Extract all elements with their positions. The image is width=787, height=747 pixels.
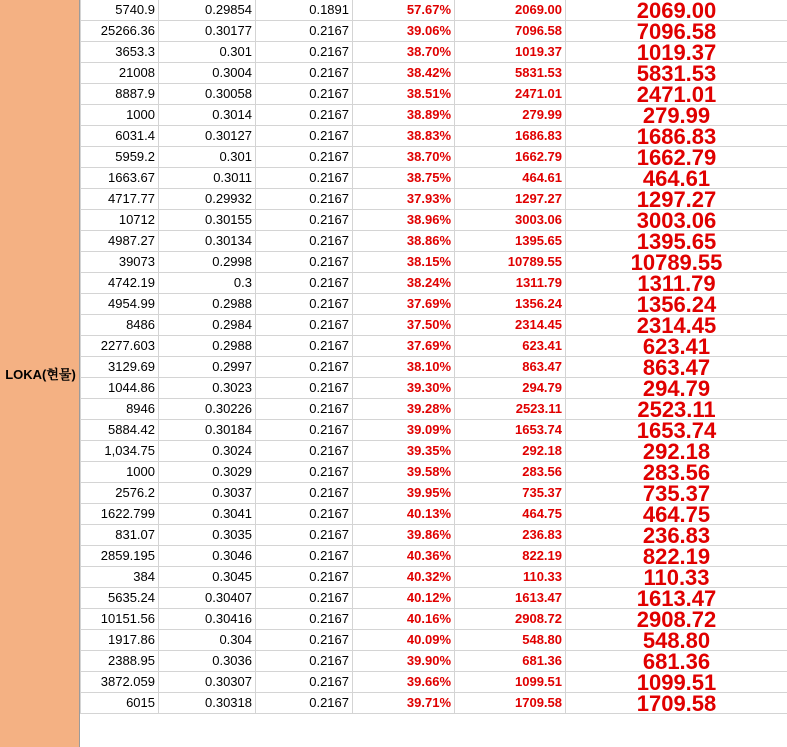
cell-profit[interactable]: 2069.00 xyxy=(455,0,566,21)
cell-quantity[interactable]: 5959.2 xyxy=(81,147,159,168)
cell-return-percent[interactable]: 39.35% xyxy=(353,441,455,462)
cell-profit-large-text: 2523.11 xyxy=(637,398,716,420)
cell-price[interactable]: 0.30318 xyxy=(159,693,256,714)
cell-return-percent[interactable]: 40.09% xyxy=(353,630,455,651)
cell-base-price[interactable]: 0.2167 xyxy=(256,105,353,126)
cell-base-price[interactable]: 0.2167 xyxy=(256,273,353,294)
table-row xyxy=(81,63,787,84)
grid-body xyxy=(81,0,787,714)
cell-profit-large-text: 2069.00 xyxy=(636,0,717,21)
cell-return-percent[interactable]: 40.32% xyxy=(353,567,455,588)
merged-label-text: LOKA(현물) xyxy=(5,367,76,382)
cell-profit[interactable]: 548.80 xyxy=(455,630,566,651)
cell-price[interactable]: 0.3011 xyxy=(159,168,256,189)
table-row xyxy=(81,462,787,483)
cell-profit-large-text: 1686.83 xyxy=(636,125,717,147)
cell-return-percent[interactable]: 39.71% xyxy=(353,693,455,714)
cell-return-percent[interactable]: 39.95% xyxy=(353,483,455,504)
cell-profit-large[interactable] xyxy=(566,420,787,441)
cell-profit-large-text: 1613.47 xyxy=(636,587,717,609)
cell-profit-large-text: 294.79 xyxy=(642,377,711,399)
cell-base-price[interactable]: 0.2167 xyxy=(256,336,353,357)
cell-profit-large[interactable] xyxy=(566,546,787,567)
cell-profit-large-text: 283.56 xyxy=(642,461,711,483)
cell-quantity[interactable]: 384 xyxy=(81,567,159,588)
cell-price[interactable]: 0.29932 xyxy=(159,189,256,210)
cell-profit-large[interactable] xyxy=(566,315,787,336)
cell-profit[interactable]: 1099.51 xyxy=(455,672,566,693)
cell-profit-large[interactable] xyxy=(566,567,787,588)
cell-quantity[interactable]: 8946 xyxy=(81,399,159,420)
cell-base-price[interactable]: 0.2167 xyxy=(256,399,353,420)
cell-base-price[interactable]: 0.2167 xyxy=(256,672,353,693)
cell-quantity[interactable]: 3129.69 xyxy=(81,357,159,378)
cell-base-price[interactable]: 0.2167 xyxy=(256,126,353,147)
cell-profit-large-text: 1297.27 xyxy=(636,188,717,210)
cell-profit-large-text: 1356.24 xyxy=(636,293,717,315)
cell-quantity[interactable]: 6015 xyxy=(81,693,159,714)
table-row xyxy=(81,273,787,294)
cell-quantity[interactable]: 2277.603 xyxy=(81,336,159,357)
table-row xyxy=(81,189,787,210)
cell-return-percent[interactable]: 37.50% xyxy=(353,315,455,336)
cell-profit-large[interactable] xyxy=(566,252,787,273)
cell-return-percent[interactable]: 38.75% xyxy=(353,168,455,189)
table-row xyxy=(81,546,787,567)
cell-price[interactable]: 0.3 xyxy=(159,273,256,294)
cell-quantity[interactable]: 3872.059 xyxy=(81,672,159,693)
cell-return-percent[interactable]: 40.12% xyxy=(353,588,455,609)
cell-profit-large[interactable] xyxy=(566,273,787,294)
table-row xyxy=(81,84,787,105)
cell-return-percent[interactable]: 39.90% xyxy=(353,651,455,672)
cell-profit-large[interactable] xyxy=(566,210,787,231)
cell-quantity[interactable]: 39073 xyxy=(81,252,159,273)
cell-profit[interactable]: 1686.83 xyxy=(455,126,566,147)
table-row xyxy=(81,420,787,441)
cell-quantity[interactable]: 5884.42 xyxy=(81,420,159,441)
cell-profit[interactable]: 1395.65 xyxy=(455,231,566,252)
cell-quantity[interactable]: 1000 xyxy=(81,462,159,483)
cell-profit-large[interactable] xyxy=(566,693,787,714)
cell-base-price[interactable]: 0.2167 xyxy=(256,189,353,210)
cell-return-percent[interactable]: 37.69% xyxy=(353,336,455,357)
cell-base-price[interactable]: 0.2167 xyxy=(256,147,353,168)
cell-base-price[interactable]: 0.2167 xyxy=(256,21,353,42)
cell-profit-large-text: 292.18 xyxy=(642,440,711,462)
cell-profit-large[interactable] xyxy=(566,126,787,147)
cell-price[interactable]: 0.30226 xyxy=(159,399,256,420)
cell-base-price[interactable]: 0.2167 xyxy=(256,483,353,504)
cell-profit-large[interactable] xyxy=(566,399,787,420)
cell-profit-large[interactable] xyxy=(566,42,787,63)
cell-return-percent[interactable]: 38.51% xyxy=(353,84,455,105)
cell-profit[interactable]: 863.47 xyxy=(455,357,566,378)
cell-return-percent[interactable]: 39.66% xyxy=(353,672,455,693)
cell-profit-large-text: 10789.55 xyxy=(630,251,723,273)
cell-profit-large[interactable] xyxy=(566,294,787,315)
cell-profit-large[interactable] xyxy=(566,0,787,21)
cell-base-price[interactable]: 0.2167 xyxy=(256,462,353,483)
cell-price[interactable]: 0.301 xyxy=(159,42,256,63)
cell-base-price[interactable]: 0.2167 xyxy=(256,168,353,189)
cell-profit[interactable]: 1019.37 xyxy=(455,42,566,63)
cell-profit[interactable]: 1297.27 xyxy=(455,189,566,210)
cell-profit-large-text: 681.36 xyxy=(642,650,711,672)
cell-base-price[interactable]: 0.2167 xyxy=(256,525,353,546)
cell-profit-large[interactable] xyxy=(566,21,787,42)
cell-profit[interactable]: 3003.06 xyxy=(455,210,566,231)
cell-price[interactable]: 0.30184 xyxy=(159,420,256,441)
table-row xyxy=(81,567,787,588)
cell-quantity[interactable]: 2859.195 xyxy=(81,546,159,567)
cell-price[interactable]: 0.3046 xyxy=(159,546,256,567)
cell-quantity[interactable]: 3653.3 xyxy=(81,42,159,63)
table-row xyxy=(81,252,787,273)
cell-base-price[interactable]: 0.2167 xyxy=(256,567,353,588)
cell-price[interactable]: 0.3014 xyxy=(159,105,256,126)
cell-profit[interactable]: 5831.53 xyxy=(455,63,566,84)
table-row xyxy=(81,378,787,399)
cell-return-percent[interactable]: 57.67% xyxy=(353,0,455,21)
cell-profit[interactable]: 283.56 xyxy=(455,462,566,483)
cell-return-percent[interactable]: 40.13% xyxy=(353,504,455,525)
table-row xyxy=(81,588,787,609)
cell-return-percent[interactable]: 39.30% xyxy=(353,378,455,399)
cell-price[interactable]: 0.29854 xyxy=(159,0,256,21)
cell-quantity[interactable]: 4987.27 xyxy=(81,231,159,252)
cell-price[interactable]: 0.2997 xyxy=(159,357,256,378)
cell-profit-large-text: 2314.45 xyxy=(636,314,717,336)
table-row xyxy=(81,609,787,630)
cell-return-percent[interactable]: 39.09% xyxy=(353,420,455,441)
cell-profit[interactable]: 7096.58 xyxy=(455,21,566,42)
cell-profit[interactable]: 2314.45 xyxy=(455,315,566,336)
cell-profit[interactable]: 1356.24 xyxy=(455,294,566,315)
cell-profit-large-text: 2908.72 xyxy=(636,608,717,630)
cell-return-percent[interactable]: 38.86% xyxy=(353,231,455,252)
cell-profit-large-text: 863.47 xyxy=(642,356,711,378)
cell-profit-large[interactable] xyxy=(566,462,787,483)
cell-profit-large[interactable] xyxy=(566,189,787,210)
cell-base-price[interactable]: 0.2167 xyxy=(256,609,353,630)
cell-price[interactable]: 0.3004 xyxy=(159,63,256,84)
cell-return-percent[interactable]: 38.89% xyxy=(353,105,455,126)
cell-profit-large-text: 236.83 xyxy=(642,524,711,546)
cell-profit-large[interactable] xyxy=(566,651,787,672)
cell-return-percent[interactable]: 38.42% xyxy=(353,63,455,84)
cell-quantity[interactable]: 10151.56 xyxy=(81,609,159,630)
table-row xyxy=(81,651,787,672)
cell-base-price[interactable]: 0.2167 xyxy=(256,42,353,63)
cell-quantity[interactable]: 1622.799 xyxy=(81,504,159,525)
cell-profit-large-text: 1653.74 xyxy=(636,419,717,441)
cell-profit[interactable]: 294.79 xyxy=(455,378,566,399)
cell-quantity[interactable]: 8486 xyxy=(81,315,159,336)
table-row xyxy=(81,525,787,546)
cell-base-price[interactable]: 0.2167 xyxy=(256,651,353,672)
table-row xyxy=(81,693,787,714)
cell-profit-large-text: 1099.51 xyxy=(636,671,717,693)
cell-profit[interactable]: 1613.47 xyxy=(455,588,566,609)
table-row xyxy=(81,336,787,357)
cell-return-percent[interactable]: 38.70% xyxy=(353,147,455,168)
table-row xyxy=(81,441,787,462)
cell-price[interactable]: 0.3029 xyxy=(159,462,256,483)
table-row xyxy=(81,483,787,504)
table-row xyxy=(81,168,787,189)
cell-profit-large-text: 464.75 xyxy=(642,503,711,525)
cell-base-price[interactable]: 0.2167 xyxy=(256,693,353,714)
cell-return-percent[interactable]: 38.24% xyxy=(353,273,455,294)
data-grid xyxy=(80,0,787,714)
cell-base-price[interactable]: 0.2167 xyxy=(256,84,353,105)
cell-price[interactable]: 0.30127 xyxy=(159,126,256,147)
cell-profit-large-text: 1709.58 xyxy=(636,692,717,714)
table-row xyxy=(81,672,787,693)
cell-profit-large[interactable] xyxy=(566,672,787,693)
cell-price[interactable]: 0.3023 xyxy=(159,378,256,399)
cell-quantity[interactable]: 4742.19 xyxy=(81,273,159,294)
cell-profit[interactable]: 1709.58 xyxy=(455,693,566,714)
cell-base-price[interactable]: 0.2167 xyxy=(256,63,353,84)
cell-profit[interactable]: 1662.79 xyxy=(455,147,566,168)
table-row xyxy=(81,231,787,252)
cell-profit[interactable]: 279.99 xyxy=(455,105,566,126)
cell-profit-large[interactable] xyxy=(566,231,787,252)
cell-profit-large[interactable] xyxy=(566,609,787,630)
cell-price[interactable]: 0.3041 xyxy=(159,504,256,525)
cell-price[interactable]: 0.2998 xyxy=(159,252,256,273)
cell-profit-large-text: 7096.58 xyxy=(636,20,717,42)
table-row xyxy=(81,210,787,231)
cell-price[interactable]: 0.30155 xyxy=(159,210,256,231)
cell-price[interactable]: 0.3024 xyxy=(159,441,256,462)
cell-profit-large-text: 464.61 xyxy=(642,167,711,189)
cell-base-price[interactable]: 0.2167 xyxy=(256,231,353,252)
cell-price[interactable]: 0.3037 xyxy=(159,483,256,504)
cell-return-percent[interactable]: 37.93% xyxy=(353,189,455,210)
cell-price[interactable]: 0.30416 xyxy=(159,609,256,630)
cell-quantity[interactable]: 25266.36 xyxy=(81,21,159,42)
table-row xyxy=(81,105,787,126)
cell-profit-large[interactable] xyxy=(566,378,787,399)
cell-quantity[interactable]: 4717.77 xyxy=(81,189,159,210)
cell-price[interactable]: 0.30134 xyxy=(159,231,256,252)
cell-return-percent[interactable]: 38.15% xyxy=(353,252,455,273)
cell-profit[interactable]: 2523.11 xyxy=(455,399,566,420)
cell-price[interactable]: 0.304 xyxy=(159,630,256,651)
cell-return-percent[interactable]: 38.10% xyxy=(353,357,455,378)
cell-profit-large-text: 2471.01 xyxy=(636,83,717,105)
cell-base-price[interactable]: 0.2167 xyxy=(256,630,353,651)
cell-profit[interactable]: 1311.79 xyxy=(455,273,566,294)
cell-profit[interactable]: 2908.72 xyxy=(455,609,566,630)
cell-profit[interactable]: 681.36 xyxy=(455,651,566,672)
cell-profit-large-text: 1395.65 xyxy=(636,230,717,252)
cell-quantity[interactable]: 1044.86 xyxy=(81,378,159,399)
table-row xyxy=(81,504,787,525)
cell-quantity[interactable]: 5740.9 xyxy=(81,0,159,21)
table-row xyxy=(81,147,787,168)
cell-profit-large[interactable] xyxy=(566,105,787,126)
cell-base-price[interactable]: 0.2167 xyxy=(256,588,353,609)
cell-base-price[interactable]: 0.2167 xyxy=(256,546,353,567)
table-row xyxy=(81,294,787,315)
cell-price[interactable]: 0.30058 xyxy=(159,84,256,105)
cell-profit-large[interactable] xyxy=(566,63,787,84)
cell-profit-large[interactable] xyxy=(566,588,787,609)
table-row xyxy=(81,126,787,147)
cell-profit[interactable]: 464.61 xyxy=(455,168,566,189)
cell-profit-large[interactable] xyxy=(566,630,787,651)
cell-profit[interactable]: 236.83 xyxy=(455,525,566,546)
cell-base-price[interactable]: 0.2167 xyxy=(256,294,353,315)
cell-profit[interactable]: 2471.01 xyxy=(455,84,566,105)
cell-price[interactable]: 0.30177 xyxy=(159,21,256,42)
cell-return-percent[interactable]: 39.58% xyxy=(353,462,455,483)
cell-base-price[interactable]: 0.2167 xyxy=(256,441,353,462)
cell-price[interactable]: 0.2988 xyxy=(159,336,256,357)
cell-quantity[interactable]: 21008 xyxy=(81,63,159,84)
cell-profit-large-text: 1019.37 xyxy=(636,41,717,63)
cell-profit[interactable]: 292.18 xyxy=(455,441,566,462)
cell-profit-large-text: 110.33 xyxy=(643,566,710,588)
cell-profit[interactable]: 464.75 xyxy=(455,504,566,525)
cell-profit-large[interactable] xyxy=(566,357,787,378)
cell-profit[interactable]: 822.19 xyxy=(455,546,566,567)
cell-profit-large-text: 1311.79 xyxy=(637,272,716,294)
cell-quantity[interactable]: 1663.67 xyxy=(81,168,159,189)
cell-profit-large-text: 735.37 xyxy=(642,482,711,504)
cell-quantity[interactable]: 10712 xyxy=(81,210,159,231)
cell-quantity[interactable]: 831.07 xyxy=(81,525,159,546)
merged-label-cell[interactable] xyxy=(0,0,80,747)
cell-price[interactable]: 0.30307 xyxy=(159,672,256,693)
cell-base-price[interactable]: 0.2167 xyxy=(256,357,353,378)
cell-quantity[interactable]: 6031.4 xyxy=(81,126,159,147)
table-row xyxy=(81,315,787,336)
cell-price[interactable]: 0.3036 xyxy=(159,651,256,672)
cell-price[interactable]: 0.2984 xyxy=(159,315,256,336)
cell-profit[interactable]: 1653.74 xyxy=(455,420,566,441)
cell-base-price[interactable]: 0.2167 xyxy=(256,252,353,273)
cell-base-price[interactable]: 0.2167 xyxy=(256,504,353,525)
cell-price[interactable]: 0.2988 xyxy=(159,294,256,315)
cell-profit-large[interactable] xyxy=(566,147,787,168)
cell-base-price[interactable]: 0.2167 xyxy=(256,210,353,231)
cell-return-percent[interactable]: 39.06% xyxy=(353,21,455,42)
cell-profit-large-text: 623.41 xyxy=(642,335,711,357)
cell-profit-large[interactable] xyxy=(566,441,787,462)
cell-profit[interactable]: 735.37 xyxy=(455,483,566,504)
cell-profit-large-text: 1662.79 xyxy=(636,146,717,168)
cell-profit-large[interactable] xyxy=(566,483,787,504)
cell-base-price[interactable]: 0.2167 xyxy=(256,378,353,399)
cell-quantity[interactable]: 8887.9 xyxy=(81,84,159,105)
cell-quantity[interactable]: 4954.99 xyxy=(81,294,159,315)
cell-profit-large-text: 5831.53 xyxy=(636,62,717,84)
cell-profit-large-text: 279.99 xyxy=(642,104,711,126)
table-row xyxy=(81,630,787,651)
cell-return-percent[interactable]: 40.16% xyxy=(353,609,455,630)
cell-profit-large[interactable] xyxy=(566,525,787,546)
cell-return-percent[interactable]: 40.36% xyxy=(353,546,455,567)
cell-return-percent[interactable]: 37.69% xyxy=(353,294,455,315)
cell-profit-large[interactable] xyxy=(566,504,787,525)
cell-profit-large[interactable] xyxy=(566,336,787,357)
cell-quantity[interactable]: 1917.86 xyxy=(81,630,159,651)
cell-profit-large-text: 548.80 xyxy=(642,629,711,651)
cell-quantity[interactable]: 2576.2 xyxy=(81,483,159,504)
table-row xyxy=(81,0,787,21)
cell-profit-large[interactable] xyxy=(566,168,787,189)
cell-profit-large-text: 3003.06 xyxy=(636,209,717,231)
cell-quantity[interactable]: 1000 xyxy=(81,105,159,126)
cell-base-price[interactable]: 0.2167 xyxy=(256,420,353,441)
cell-price[interactable]: 0.301 xyxy=(159,147,256,168)
cell-profit[interactable]: 623.41 xyxy=(455,336,566,357)
table-row xyxy=(81,357,787,378)
cell-profit[interactable]: 110.33 xyxy=(455,567,566,588)
cell-return-percent[interactable]: 38.70% xyxy=(353,42,455,63)
cell-price[interactable]: 0.30407 xyxy=(159,588,256,609)
cell-profit-large-text: 822.19 xyxy=(642,545,711,567)
cell-profit[interactable]: 10789.55 xyxy=(455,252,566,273)
cell-profit-large[interactable] xyxy=(566,84,787,105)
cell-base-price[interactable]: 0.1891 xyxy=(256,0,353,21)
cell-price[interactable]: 0.3045 xyxy=(159,567,256,588)
cell-return-percent[interactable]: 38.83% xyxy=(353,126,455,147)
cell-return-percent[interactable]: 39.28% xyxy=(353,399,455,420)
table-row xyxy=(81,21,787,42)
cell-quantity[interactable]: 2388.95 xyxy=(81,651,159,672)
table-row xyxy=(81,399,787,420)
cell-return-percent[interactable]: 39.86% xyxy=(353,525,455,546)
table-row xyxy=(81,42,787,63)
cell-return-percent[interactable]: 38.96% xyxy=(353,210,455,231)
cell-quantity[interactable]: 1,034.75 xyxy=(81,441,159,462)
cell-base-price[interactable]: 0.2167 xyxy=(256,315,353,336)
cell-quantity[interactable]: 5635.24 xyxy=(81,588,159,609)
cell-price[interactable]: 0.3035 xyxy=(159,525,256,546)
